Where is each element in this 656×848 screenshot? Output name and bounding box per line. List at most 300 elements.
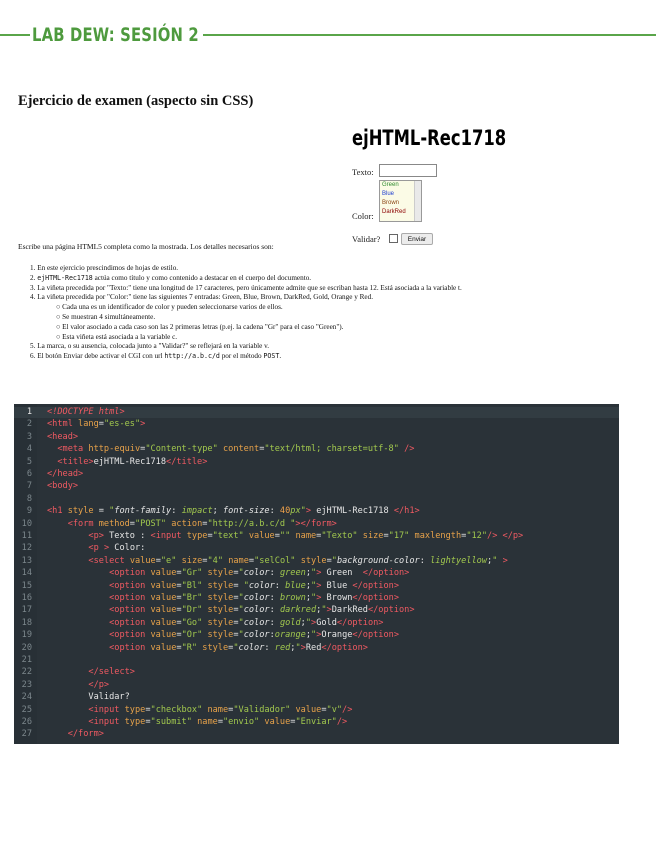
code-editor	[14, 404, 619, 744]
code-token: "Bl"	[181, 580, 203, 591]
code-token: >	[316, 630, 322, 641]
code-line	[47, 643, 368, 653]
code-token: "	[238, 617, 244, 628]
code-token: "	[238, 593, 244, 603]
requirement-text: Cada una es un identificador de color y pueden seleccionarse varios de ellos.	[62, 303, 283, 312]
code-line	[47, 593, 399, 603]
code-token: <body>	[47, 481, 79, 492]
requirement-text: El botón Enviar debe activar el CGI con url	[37, 352, 165, 361]
code-token: <option	[109, 605, 151, 616]
code-token: =	[233, 630, 239, 641]
code-token: content	[222, 444, 260, 455]
code-token: DarkRed	[331, 605, 368, 616]
code-token: />	[342, 704, 353, 715]
code-token: name	[295, 531, 317, 541]
code-token: "text/html; charset=utf-8"	[264, 444, 399, 455]
inline-code: POST	[263, 352, 280, 361]
code-token: =	[233, 593, 239, 603]
code-token: "	[300, 506, 306, 517]
code-token: color	[238, 642, 265, 653]
code-token: =	[176, 617, 182, 628]
code-token: Blue	[321, 580, 353, 591]
code-token: </h1>	[393, 506, 420, 517]
code-token: color	[243, 568, 270, 579]
code-token: color	[243, 605, 270, 616]
code-token: type	[124, 717, 146, 727]
code-token: <option	[109, 593, 151, 603]
code-token: "	[238, 630, 244, 641]
code-token: size	[362, 531, 384, 541]
code-line	[47, 531, 523, 541]
code-token: "envio"	[223, 717, 260, 727]
code-token: <input	[88, 717, 125, 727]
requirement-item	[30, 284, 462, 294]
code-token	[47, 630, 109, 640]
code-token: <input	[150, 531, 187, 541]
code-token: font-size	[222, 506, 270, 517]
code-token: =	[316, 531, 322, 541]
color-option[interactable]: Green	[382, 182, 399, 188]
code-token: size	[181, 555, 203, 566]
line-number: 14	[21, 568, 32, 579]
code-token: maxlength	[414, 531, 462, 541]
code-line	[47, 630, 399, 640]
requirement-text: El valor asociado a cada caso son las 2 primeras letras (p.ej. la cadena "Gr" para el caso "Green").	[62, 322, 344, 331]
code-token: Brown	[321, 593, 353, 603]
code-token: :	[269, 605, 280, 616]
code-token: :	[269, 593, 280, 603]
requirement-text: La viñeta precedida por "Color:" tiene las siguientes 7 entradas: Green, Blue, Brown, DarkRed, Gold, Orange y Red.	[37, 293, 373, 302]
code-token: ejHTML-Rec1718	[93, 456, 167, 467]
code-line	[47, 469, 83, 479]
code-token: ;	[305, 580, 311, 591]
code-token: value	[150, 568, 177, 579]
code-token: ;	[305, 630, 311, 641]
code-token: "	[311, 593, 317, 603]
code-token: <option	[109, 642, 151, 653]
code-token: ></form>	[295, 518, 337, 529]
code-token: color	[248, 580, 275, 591]
code-token: "Validador"	[233, 704, 291, 715]
line-number: 19	[21, 630, 32, 641]
code-token: style	[207, 580, 234, 591]
page-header	[0, 24, 656, 46]
code-token: </form>	[67, 729, 104, 740]
code-token: =	[176, 568, 182, 579]
line-number: 7	[26, 481, 32, 492]
line-number: 1	[26, 407, 32, 417]
code-token: "Content-type"	[145, 444, 218, 455]
requirement-text: En este ejercicio prescindimos de hojas de estilo.	[37, 264, 179, 272]
code-token: "Go"	[181, 617, 203, 628]
code-token: gold	[279, 617, 301, 628]
code-token: >	[300, 642, 306, 653]
line-number: 3	[26, 431, 32, 442]
color-label: Color:	[352, 211, 374, 221]
code-token: "	[321, 605, 327, 616]
code-token: "17"	[388, 531, 410, 541]
code-token: </option>	[352, 580, 399, 591]
inline-code: ejHTML-Rec1718	[37, 273, 93, 282]
code-token: value	[295, 704, 322, 715]
code-token: <option	[109, 580, 151, 591]
requirement-subitem	[30, 323, 462, 333]
code-token: color	[243, 593, 270, 603]
code-line	[47, 729, 104, 739]
code-token: =	[326, 555, 332, 566]
select-scrollbar[interactable]	[414, 181, 421, 221]
code-token: =	[259, 444, 265, 455]
requirement-text: La viñeta precedida por "Texto:" tiene una longitud de 17 caracteres, pero únicamente admite que se escriban hasta 12. Está asociada a la variable t.	[37, 283, 462, 292]
code-token: <option	[109, 568, 151, 579]
code-token: style	[207, 593, 234, 603]
code-token: style	[207, 605, 234, 616]
code-token: =	[202, 555, 208, 566]
line-number: 21	[21, 655, 32, 665]
code-token: value	[264, 717, 291, 727]
code-token: "	[492, 555, 498, 566]
code-token: <	[47, 407, 53, 417]
code-token: "	[311, 630, 317, 641]
code-token: "Gr"	[181, 568, 203, 579]
code-token: <meta	[57, 444, 89, 455]
code-token: =	[176, 630, 182, 641]
code-token: style	[207, 568, 234, 579]
code-line	[47, 457, 207, 467]
requirement-item	[30, 352, 462, 362]
code-token: </option>	[352, 593, 399, 603]
code-token: style	[67, 506, 94, 517]
code-token: =	[248, 555, 255, 566]
code-token: =	[228, 642, 234, 653]
code-token: <html	[47, 419, 79, 430]
code-token: <p>	[88, 531, 104, 541]
requirement-marker: ○	[56, 322, 63, 331]
code-token: Color:	[109, 543, 146, 554]
code-token: "v"	[326, 704, 343, 715]
code-token: =	[176, 605, 182, 616]
code-token: </title>	[166, 456, 208, 467]
code-token: px	[290, 506, 301, 517]
code-token: >	[316, 593, 322, 603]
requirement-text: por el método	[219, 352, 264, 361]
code-token: action	[171, 518, 203, 529]
line-number: 2	[26, 419, 32, 430]
code-token: =	[290, 717, 296, 727]
requirement-subitem	[30, 333, 462, 343]
code-token: lang	[78, 419, 99, 430]
code-token: color	[243, 617, 270, 628]
code-token	[47, 519, 68, 529]
code-token: "	[233, 642, 239, 653]
code-token: </option>	[321, 642, 368, 653]
code-token: />	[398, 444, 415, 455]
code-token: ;	[290, 642, 296, 653]
code-line	[47, 680, 109, 690]
code-token: :	[269, 617, 280, 628]
code-token	[47, 667, 88, 677]
code-token: =	[140, 444, 146, 455]
code-token: >	[311, 617, 317, 628]
line-number: 4	[26, 444, 32, 455]
code-token: "selCol"	[254, 555, 296, 566]
code-token: Red	[305, 642, 322, 653]
code-token: value	[129, 555, 156, 566]
code-token: <p	[88, 543, 104, 554]
texto-label: Texto:	[352, 167, 374, 177]
code-token: "Br"	[181, 593, 203, 603]
code-token: darkred	[279, 605, 317, 616]
requirement-text: Esta viñeta está asociada a la variable c.	[62, 332, 178, 341]
code-token: :	[269, 506, 280, 517]
code-token: /> </p>	[487, 531, 524, 541]
code-token: =	[228, 704, 234, 715]
code-token: =	[321, 704, 327, 715]
texto-input[interactable]	[379, 164, 437, 177]
code-token	[47, 618, 109, 628]
code-token: </option>	[352, 630, 399, 641]
line-number: 9	[26, 506, 32, 517]
requirement-text: Se muestran 4 simultáneamente.	[62, 312, 156, 321]
requirement-marker: 6.	[30, 352, 38, 361]
line-number: 18	[21, 617, 32, 628]
code-line	[47, 444, 414, 454]
header-rule-right	[203, 34, 656, 36]
code-line	[47, 692, 130, 702]
code-token: value	[150, 617, 177, 628]
code-token: 40	[279, 506, 291, 517]
code-token	[47, 444, 57, 454]
code-line	[47, 717, 347, 727]
code-token: </p>	[88, 679, 110, 690]
code-token: =	[274, 531, 280, 541]
requirement-item	[30, 342, 462, 352]
line-number: 8	[26, 493, 32, 504]
code-token: :	[274, 580, 286, 591]
inline-code: http://a.b.c/d	[164, 352, 220, 361]
code-token: color	[243, 630, 270, 641]
code-token: ;	[487, 555, 493, 566]
code-token: <option	[109, 617, 151, 628]
line-number: 10	[21, 518, 32, 529]
code-token: http-equiv	[88, 444, 141, 455]
code-token: "12"	[466, 531, 488, 541]
section-subtitle: Ejercicio de examen (aspecto sin CSS)	[18, 93, 254, 109]
code-token	[47, 593, 109, 603]
code-token: ejHTML-Rec1718	[311, 506, 394, 517]
code-token: "	[311, 580, 317, 591]
requirement-text: actúa como título y como contenido a destacar en el cuerpo del documento.	[92, 273, 312, 282]
code-token: Texto :	[103, 531, 151, 541]
color-option[interactable]: Brown	[382, 200, 400, 206]
code-token: "	[311, 568, 317, 579]
code-token: type	[186, 531, 208, 541]
demo-heading: ejHTML-Rec1718	[352, 126, 507, 150]
requirement-text: La marca, o su ausencia, colocada junto a "Validar?" se reflejará en la variable v.	[37, 342, 270, 351]
code-token: <head>	[47, 431, 79, 442]
requirement-marker: 1.	[30, 264, 38, 272]
code-token: brown	[279, 593, 306, 603]
code-token: background-color	[336, 555, 420, 566]
code-token: Validar?	[47, 692, 130, 703]
requirement-item	[30, 293, 462, 303]
code-line	[47, 432, 78, 442]
code-line	[47, 556, 508, 566]
code-token: "	[238, 605, 244, 616]
code-token: "checkbox"	[150, 704, 203, 715]
validar-checkbox[interactable]	[389, 234, 398, 243]
line-number: 12	[21, 543, 32, 554]
code-line	[47, 543, 145, 553]
code-token: "	[331, 555, 337, 566]
line-number: 24	[21, 692, 32, 703]
code-token: =	[207, 531, 213, 541]
code-token: </head>	[47, 469, 84, 479]
enviar-button[interactable]: Enviar	[401, 233, 433, 245]
line-number: 11	[21, 531, 32, 541]
code-line	[47, 506, 420, 516]
code-token: =	[217, 717, 223, 727]
code-line	[47, 407, 125, 417]
code-token: >	[103, 543, 110, 554]
code-token: style	[207, 617, 234, 628]
code-token: font-family	[114, 506, 172, 517]
code-line	[47, 419, 145, 429]
code-token: ;	[300, 617, 306, 628]
code-token: =	[233, 605, 239, 616]
code-token: Gold	[316, 617, 337, 628]
line-number: 23	[21, 679, 32, 690]
color-select[interactable]	[379, 180, 422, 222]
code-line	[47, 667, 135, 677]
code-token: :	[269, 630, 275, 641]
code-token: =	[145, 717, 151, 727]
code-line	[47, 481, 78, 491]
line-number: 20	[21, 642, 32, 653]
code-token: "Dr"	[181, 605, 203, 616]
code-token: Orange	[321, 630, 353, 641]
code-token: ;	[305, 568, 311, 579]
code-token	[47, 568, 109, 578]
code-token: ;	[305, 593, 311, 603]
code-token	[47, 717, 88, 727]
code-token: =	[461, 531, 467, 541]
code-token: Green	[321, 568, 363, 579]
code-token: method	[98, 518, 130, 529]
line-number: 13	[21, 555, 32, 566]
code-token: =	[155, 555, 161, 566]
code-token	[47, 556, 88, 566]
code-token: =	[233, 580, 244, 591]
code-token: =	[202, 518, 208, 529]
code-token	[47, 643, 109, 653]
code-token	[47, 605, 109, 615]
code-token: "	[238, 568, 244, 579]
code-token	[47, 543, 88, 553]
code-token: "	[295, 642, 301, 653]
code-token: "text"	[212, 531, 244, 541]
code-token: "	[109, 506, 115, 517]
code-token: ;	[316, 605, 322, 616]
code-token	[47, 457, 57, 467]
code-line	[47, 705, 352, 715]
code-token: blue	[285, 580, 306, 591]
line-number: 5	[26, 456, 32, 467]
requirement-marker: 2.	[30, 273, 38, 282]
code-token	[47, 729, 68, 739]
code-token: =	[98, 419, 104, 430]
requirement-marker: 4.	[30, 293, 38, 302]
code-token: >	[326, 605, 332, 616]
code-token: style	[202, 642, 229, 653]
code-line	[47, 519, 337, 529]
code-token: "Texto"	[321, 531, 358, 541]
requirement-marker: ○	[56, 332, 63, 341]
code-token: name	[197, 717, 218, 727]
code-token: "	[305, 617, 312, 628]
code-token: =	[233, 568, 239, 579]
code-token: >	[316, 568, 322, 579]
code-token: lightyellow	[430, 555, 488, 566]
validar-label: Validar?	[352, 234, 381, 244]
code-token: orange	[274, 630, 306, 641]
line-number: 26	[21, 717, 32, 727]
code-token: name	[207, 704, 229, 715]
requirement-marker: 3.	[30, 283, 38, 292]
color-option[interactable]: Blue	[382, 191, 395, 197]
code-token: =	[383, 531, 389, 541]
code-token: <select	[88, 555, 130, 566]
code-token: "Or"	[181, 630, 203, 641]
code-token: value	[248, 531, 275, 541]
code-token: >	[119, 407, 125, 417]
code-token: name	[228, 555, 249, 566]
line-number: 15	[21, 580, 32, 591]
code-token: :	[171, 506, 182, 517]
code-token: >	[316, 580, 322, 591]
line-number: 27	[21, 729, 32, 740]
requirement-text: .	[279, 352, 282, 361]
code-token: value	[150, 580, 177, 591]
intro-text: Escribe una página HTML5 completa como la mostrada. Los detalles necesarios son:	[18, 242, 274, 251]
code-token: "Enviar"	[295, 717, 337, 727]
code-token: =	[93, 506, 110, 517]
code-token: "e"	[160, 555, 177, 566]
code-token: type	[124, 704, 146, 715]
color-option[interactable]: DarkRed	[382, 209, 406, 215]
requirement-marker: ○	[56, 312, 63, 321]
code-token: value	[150, 642, 177, 653]
code-token: </option>	[362, 568, 410, 579]
requirement-marker: ○	[56, 303, 63, 312]
code-token: :	[269, 568, 280, 579]
code-token: =	[233, 617, 239, 628]
code-token: !DOCTYPE html	[52, 407, 120, 417]
code-token: value	[150, 630, 177, 641]
code-token: <option	[109, 630, 151, 641]
code-token: >	[305, 506, 312, 517]
code-token: =	[145, 704, 151, 715]
code-token: "4"	[207, 555, 224, 566]
code-token: >	[140, 419, 146, 430]
code-token: <form	[67, 518, 99, 529]
line-number: 16	[21, 593, 32, 603]
code-token	[47, 581, 109, 591]
code-token: =	[176, 593, 182, 603]
code-token: value	[150, 593, 177, 603]
code-token	[47, 705, 88, 715]
code-token: />	[336, 717, 348, 727]
